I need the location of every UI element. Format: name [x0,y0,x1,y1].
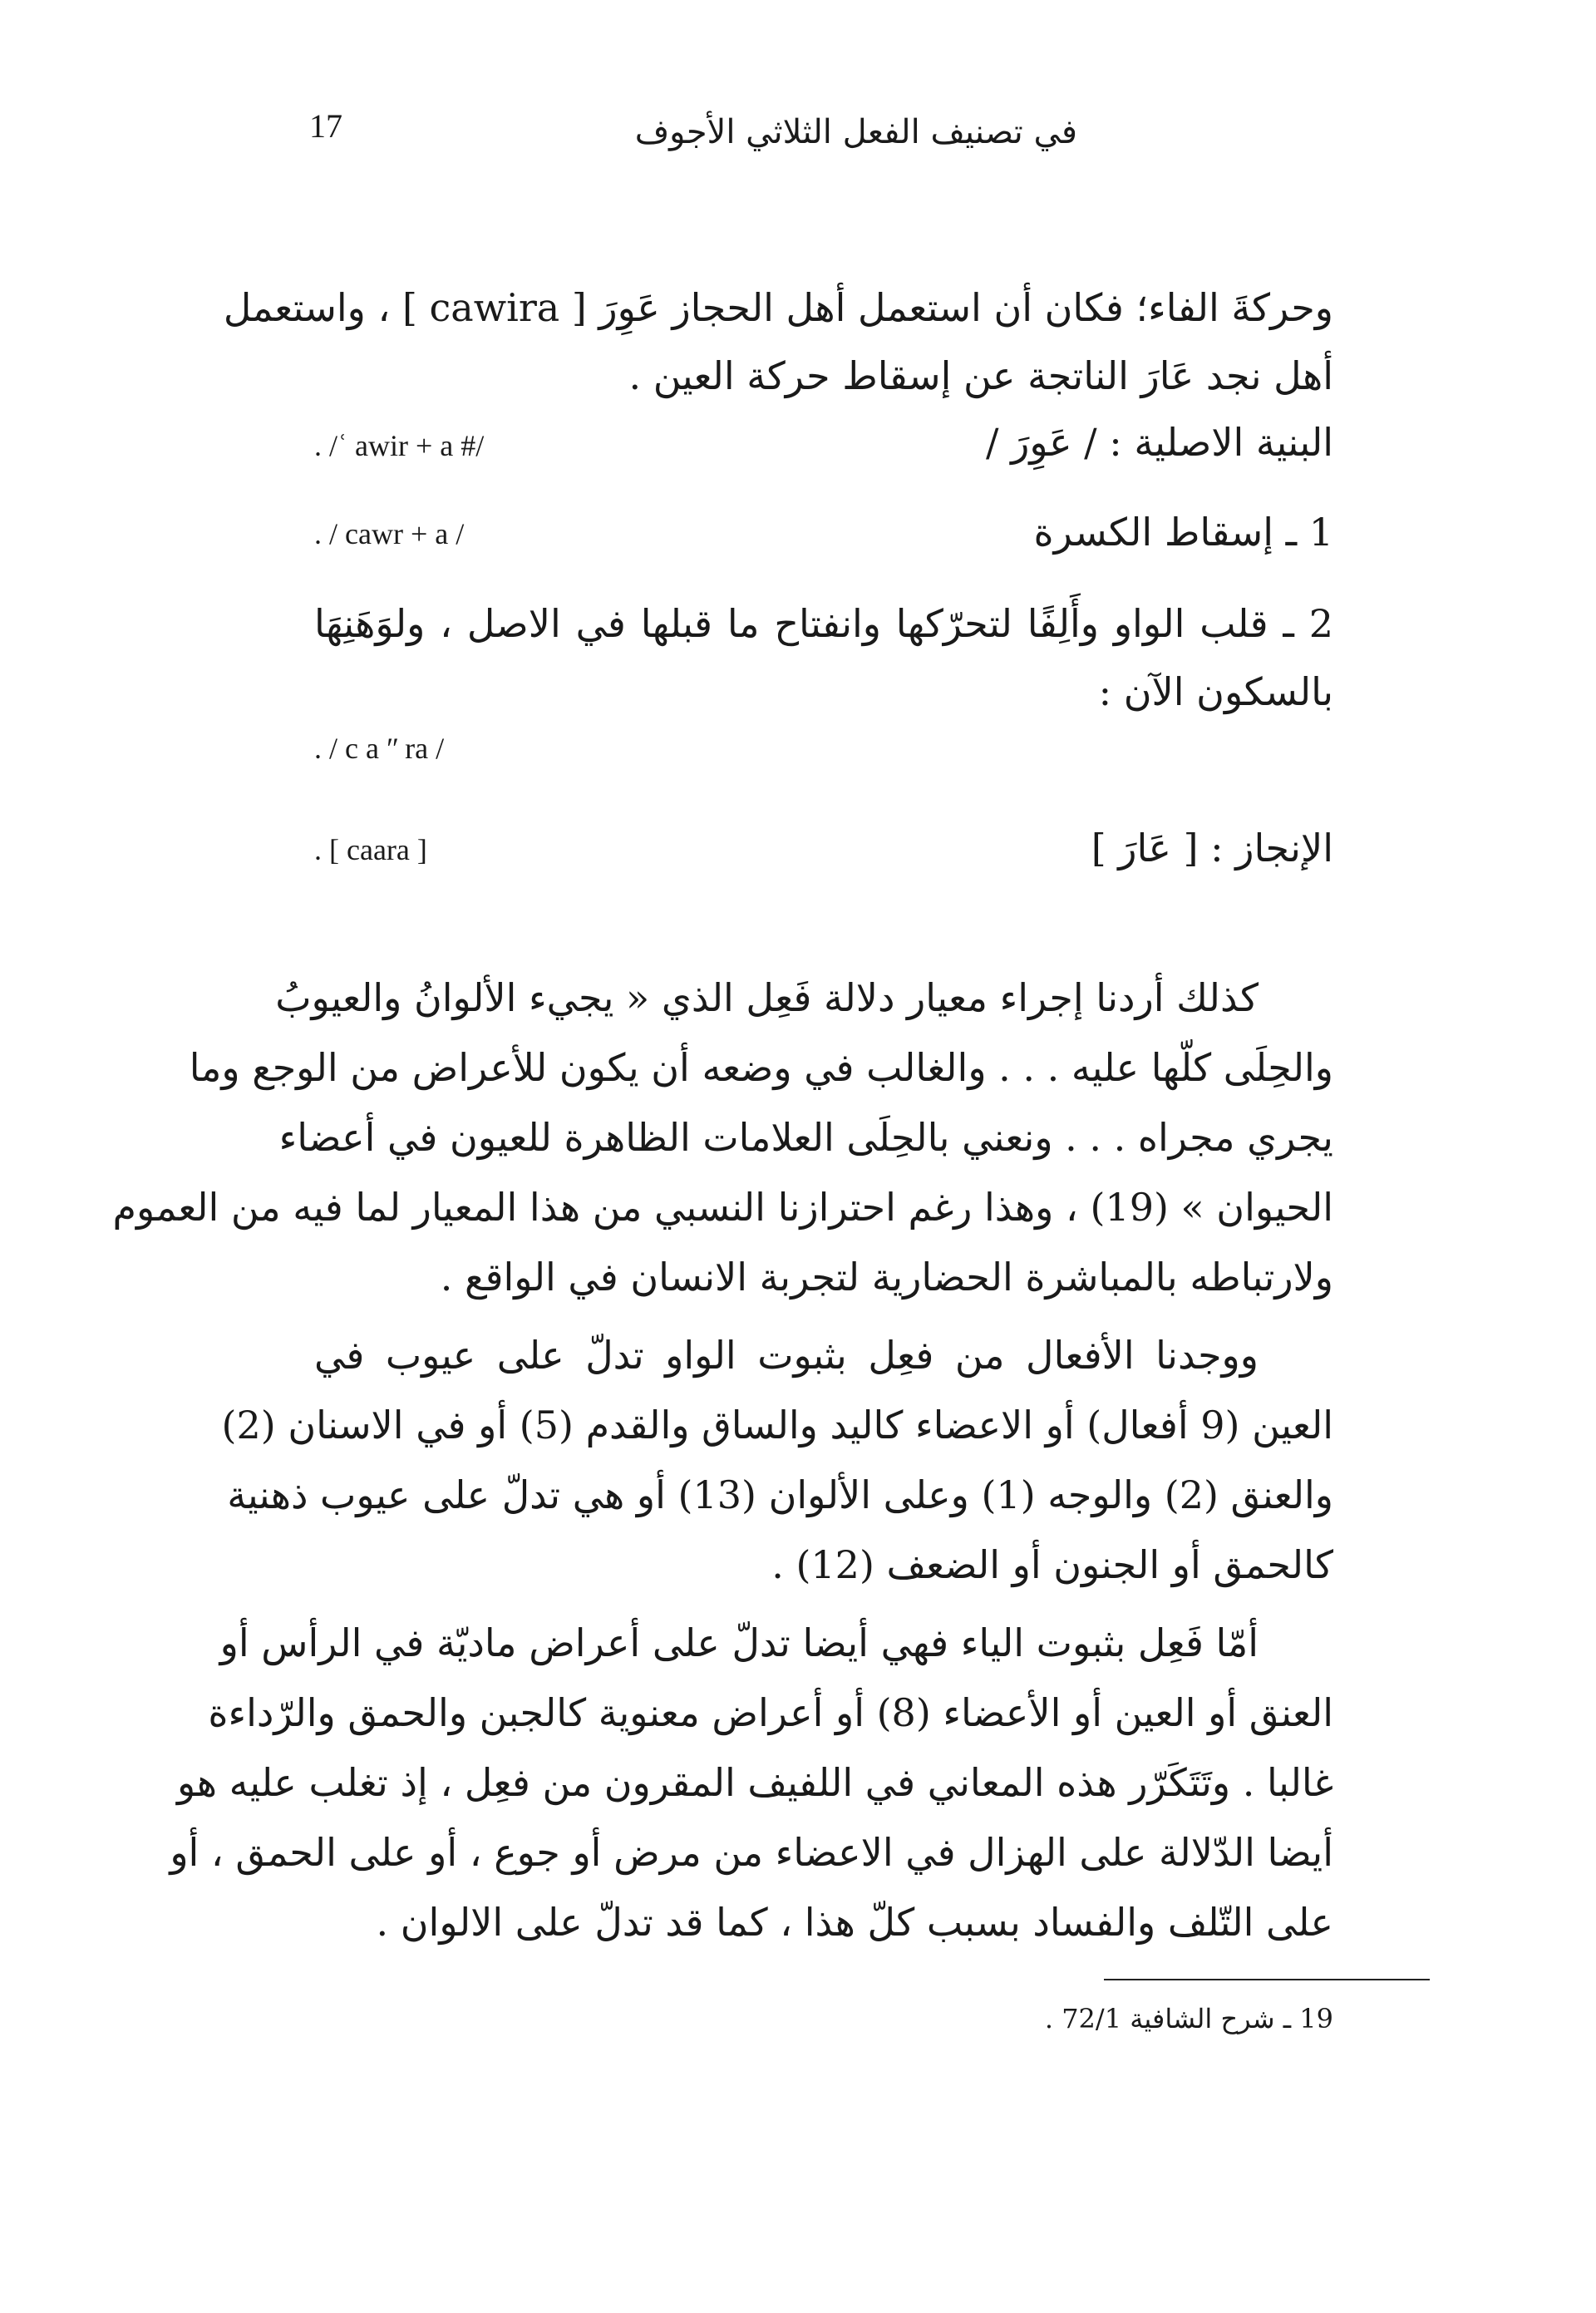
paragraph-line: الحيوان » (19) ، وهذا رغم احترازنا النسبي من هذا المعيار لما فيه من العموم [112,1185,1333,1230]
page-number: 17 [309,107,342,145]
footnote-19: 19 ـ شرح الشافية 72/1 . [1044,2003,1333,2034]
derivation-step1-transcription: . / cawr + a / [314,517,465,550]
paragraph-line: غالبا . وتَتَكَرّر هذه المعاني في اللفيف المقرون من فعِل ، إذ تغلب عليه هو [176,1760,1333,1805]
derivation-step2-line: 2 ـ قلب الواو وأَلِفًا لتحرّكها وانفتاح ما قبلها في الاصل ، ولوَهَنِهَا [314,601,1333,646]
text-line: أهل نجد عَارَ الناتجة عن إسقاط حركة العين . [628,353,1333,398]
paragraph-line: ولارتباطه بالمباشرة الحضارية لتجربة الانسان في الواقع . [440,1255,1333,1300]
paragraph-line: كالحمق أو الجنون أو الضعف (12) . [771,1542,1333,1587]
paragraph-line: كذلك أردنا إجراء معيار دلالة فَعِل الذي « يجيء الألوانُ والعيوبُ [275,975,1259,1020]
paragraph-line: ووجدنا الأفعال من فعِل بثبوت الواو تدلّ على عيوب في [314,1333,1259,1378]
paragraph-line: والحِلَى كلّها عليه . . . والغالب في وضعه أن يكون للأعراض من الوجع وما [189,1045,1333,1090]
text-line: وحركةَ الفاء؛ فكان أن استعمل أهل الحجاز عَوِرَ [ cawira ] ، واستعمل [223,285,1333,330]
paragraph-line: العنق أو العين أو الأعضاء (8) أو أعراض معنوية كالجبن والحمق والرّداءة [208,1690,1333,1735]
derivation-result-arabic: الإنجاز : [ عَارَ ] [1091,826,1333,870]
paragraph-line: العين (9 أفعال) أو الاعضاء كاليد والساق والقدم (5) أو في الاسنان (2) [221,1403,1333,1447]
paragraph-line: على التّلف والفساد بسبب كلّ هذا ، كما قد تدلّ على الالوان . [376,1900,1333,1945]
paragraph-line: يجري مجراه . . . ونعني بالحِلَى العلامات الظاهرة للعيون في أعضاء [278,1115,1333,1160]
paragraph-line: والعنق (2) والوجه (1) وعلى الألوان (13) أو هي تدلّ على عيوب ذهنية [227,1472,1333,1517]
derivation-step2-line: بالسكون الآن : [1098,669,1333,714]
derivation-result-transcription: . [ caara ] [314,833,427,866]
running-title: في تصنيف الفعل الثلاثي الأجوف [634,113,1077,151]
derivation-step2-transcription: . / c a ʺ ra / [314,732,445,765]
derivation-step1-arabic: 1 ـ إسقاط الكسرة [1033,510,1333,555]
derivation-base-arabic: البنية الاصلية : / عَوِرَ / [986,420,1333,465]
derivation-base-transcription: . /ʿ awir + a #/ [314,429,485,462]
footnote-separator [1104,1979,1430,1980]
paragraph-line: أمّا فَعِل بثبوت الياء فهي أيضا تدلّ على أعراض ماديّة في الرأس أو [219,1620,1259,1665]
paragraph-line: أيضا الدّلالة على الهزال في الاعضاء من مرض أو جوع ، أو على الحمق ، أو [170,1830,1333,1875]
